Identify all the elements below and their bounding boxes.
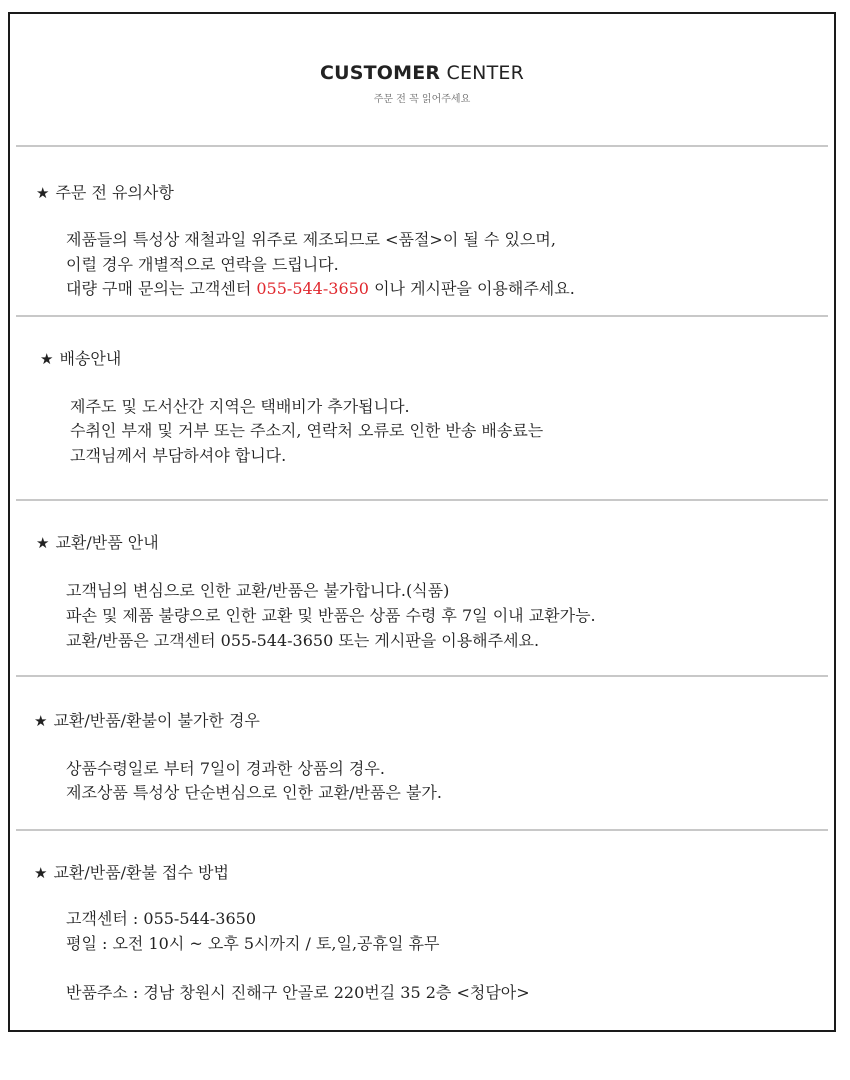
star-icon: ★ xyxy=(34,864,48,882)
text-line: 파손 및 제품 불량으로 인한 교환 및 반품은 상품 수령 후 7일 이내 교환가능. xyxy=(66,606,596,625)
star-icon: ★ xyxy=(36,184,50,202)
text-line: 고객님의 변심으로 인한 교환/반품은 불가합니다.(식품) xyxy=(66,581,450,600)
text-line: 평일 : 오전 10시 ~ 오후 5시까지 / 토,일,공휴일 휴무 xyxy=(66,934,440,953)
customer-center-panel xyxy=(8,12,836,1032)
section-title-order-notice: ★ 주문 전 유의사항 xyxy=(36,183,174,202)
section-title-exchange-return: ★ 교환/반품 안내 xyxy=(36,533,159,552)
star-icon: ★ xyxy=(36,534,50,552)
text-line: 교환/반품은 고객센터 055-544-3650 또는 게시판을 이용해주세요. xyxy=(66,631,540,650)
divider xyxy=(16,315,828,317)
bulk-order-line: 대량 구매 문의는 고객센터 055-544-3650 이나 게시판을 이용해주세요. xyxy=(66,279,575,298)
return-address: 반품주소 : 경남 창원시 진해구 안골로 220번길 35 2층 <청담아> xyxy=(66,983,530,1002)
text-line: 제주도 및 도서산간 지역은 택배비가 추가됩니다. xyxy=(70,397,410,416)
section-title-refund-method: ★ 교환/반품/환불 접수 방법 xyxy=(34,863,229,882)
title-light: CENTER xyxy=(446,62,525,84)
header xyxy=(10,62,834,105)
divider xyxy=(16,829,828,831)
star-icon: ★ xyxy=(34,712,48,730)
text-line: 제조상품 특성상 단순변심으로 인한 교환/반품은 불가. xyxy=(66,783,442,802)
phone-number: 055-544-3650 xyxy=(256,279,369,298)
divider xyxy=(16,499,828,501)
section-title-non-refundable: ★ 교환/반품/환불이 불가한 경우 xyxy=(34,711,260,730)
text-line: 수취인 부재 및 거부 또는 주소지, 연락처 오류로 인한 반송 배송료는 xyxy=(70,421,544,440)
text-line: 이럴 경우 개별적으로 연락을 드립니다. xyxy=(66,255,339,274)
text-line: 제품들의 특성상 재철과일 위주로 제조되므로 <품절>이 될 수 있으며, xyxy=(66,230,556,249)
text-line: 고객센터 : 055-544-3650 xyxy=(66,909,256,928)
divider xyxy=(16,145,828,147)
text-line: 고객님께서 부담하셔야 합니다. xyxy=(70,446,287,465)
page-subtitle: 주문 전 꼭 읽어주세요 xyxy=(373,94,471,105)
divider xyxy=(16,675,828,677)
title-bold: CUSTOMER xyxy=(319,62,441,84)
section-title-shipping: ★ 배송안내 xyxy=(40,349,122,368)
page-title xyxy=(10,62,834,84)
text-line: 상품수령일로 부터 7일이 경과한 상품의 경우. xyxy=(66,759,385,778)
star-icon: ★ xyxy=(40,350,54,368)
